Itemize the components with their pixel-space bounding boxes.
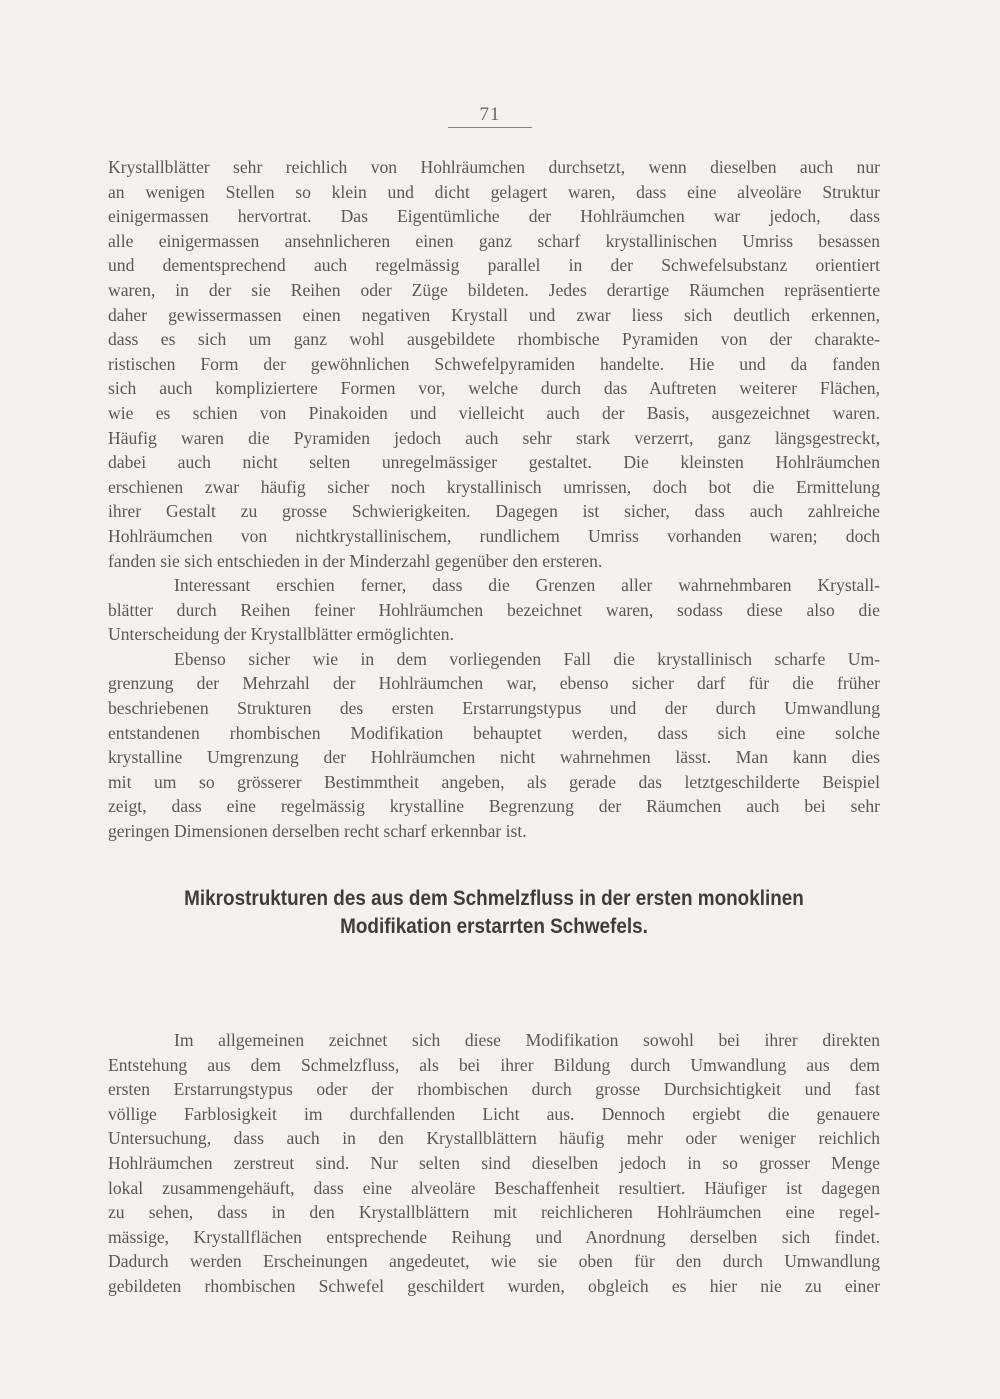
text-line: Entstehung aus dem Schmelzfluss, als bei ihrer Bildung durch Umwandlung aus dem bbox=[108, 1054, 880, 1075]
text-line: beschriebenen Strukturen des ersten Erstarrungstypus und der durch Umwandlung bbox=[108, 698, 880, 719]
text-line: wie es schien von Pinakoiden und vielleicht auch der Basis, ausgezeichnet waren. bbox=[108, 402, 880, 423]
text-line: mit um so grösserer Bestimmtheit angeben, als gerade das letztgeschilderte Beispiel bbox=[108, 771, 880, 792]
text-line: mässige, Krystallflächen entsprechende Reihung und Anordnung derselben sich findet. bbox=[108, 1226, 880, 1247]
text-line: fanden sie sich entschieden in der Minderzahl gegenüber den ersteren. bbox=[108, 550, 603, 571]
text-line: daher gewissermassen einen negativen Krystall und zwar liess sich deutlich erkennen, bbox=[108, 304, 880, 325]
text-line: zu sehen, dass in den Krystallblättern mit reichlicheren Hohlräumchen eine regel- bbox=[108, 1202, 880, 1223]
header-rule bbox=[448, 127, 532, 128]
text-line: krystalline Umgrenzung der Hohlräumchen nicht wahrnehmen lässt. Man kann dies bbox=[108, 747, 880, 768]
text-line: alle einigermassen ansehnlicheren einen ganz scharf krystallinischen Umriss besassen bbox=[108, 230, 880, 251]
body-text-block-1 bbox=[108, 155, 880, 844]
text-line: dass es sich um ganz wohl ausgebildete rhombische Pyramiden von der charakte- bbox=[108, 329, 880, 350]
text-line: Krystallblätter sehr reichlich von Hohlräumchen durchsetzt, wenn dieselben auch nur bbox=[108, 157, 880, 177]
text-line: Untersuchung, dass auch in den Krystallblättern häufig mehr oder weniger reichlich bbox=[108, 1128, 880, 1149]
section-heading bbox=[147, 885, 842, 941]
body-text-block-2 bbox=[108, 1028, 880, 1299]
section-heading-line: Mikrostrukturen des aus dem Schmelzfluss in der ersten monoklinen bbox=[184, 887, 804, 910]
text-line: Unterscheidung der Krystallblätter ermöglichten. bbox=[108, 624, 454, 645]
text-line: Im allgemeinen zeichnet sich diese Modifikation sowohl bei ihrer direkten bbox=[174, 1030, 880, 1050]
text-line: lokal zusammengehäuft, dass eine alveoläre Beschaffenheit resultiert. Häufiger ist dagegen bbox=[108, 1177, 880, 1198]
text-line: waren, in der sie Reihen oder Züge bildeten. Jedes derartige Räumchen repräsentierte bbox=[108, 279, 880, 300]
text-line: gebildeten rhombischen Schwefel geschildert wurden, obgleich es hier nie zu einer bbox=[108, 1275, 880, 1296]
text-line: Hohlräumchen von nichtkrystallinischem, rundlichem Umriss vorhanden waren; doch bbox=[108, 525, 880, 546]
text-line: ihrer Gestalt zu grosse Schwierigkeiten. Dagegen ist sicher, dass auch zahlreiche bbox=[108, 501, 880, 522]
text-line: dabei auch nicht selten unregelmässiger gestaltet. Die kleinsten Hohlräumchen bbox=[108, 452, 880, 473]
section-heading-line: Modifikation erstarrten Schwefels. bbox=[340, 915, 648, 938]
text-line: ersten Erstarrungstypus oder der rhombischen durch grosse Durchsichtigkeit und fast bbox=[108, 1079, 880, 1100]
text-line: erschienen zwar häufig sicher noch krystallinisch umrissen, doch bot die Ermittelung bbox=[108, 476, 880, 497]
text-line: Ebenso sicher wie in dem vorliegenden Fall die krystallinisch scharfe Um- bbox=[174, 648, 880, 669]
text-line: blätter durch Reihen feiner Hohlräumchen bezeichnet waren, sodass diese also die bbox=[108, 599, 880, 620]
text-line: Hohlräumchen zerstreut sind. Nur selten sind dieselben jedoch in so grosser Menge bbox=[108, 1152, 880, 1173]
text-line: an wenigen Stellen so klein und dicht gelagert waren, dass eine alveoläre Struktur bbox=[108, 181, 880, 202]
text-line: zeigt, dass eine regelmässig krystalline Begrenzung der Räumchen auch bei sehr bbox=[108, 796, 880, 817]
text-line: ristischen Form der gewöhnlichen Schwefelpyramiden handelte. Hie und da fanden bbox=[108, 353, 880, 374]
text-line: sich auch kompliziertere Formen vor, welche durch das Auftreten weiterer Flächen, bbox=[108, 378, 880, 399]
text-line: entstandenen rhombischen Modifikation behauptet werden, dass sich eine solche bbox=[108, 722, 880, 743]
text-line: einigermassen hervortrat. Das Eigentümliche der Hohlräumchen war jedoch, dass bbox=[108, 206, 880, 227]
text-line: geringen Dimensionen derselben recht scharf erkennbar ist. bbox=[108, 821, 527, 842]
text-line: Häufig waren die Pyramiden jedoch auch sehr stark verzerrt, ganz längsgestreckt, bbox=[108, 427, 880, 448]
text-line: und dementsprechend auch regelmässig parallel in der Schwefelsubstanz orientiert bbox=[108, 255, 880, 276]
text-line: Dadurch werden Erscheinungen angedeutet, wie sie oben für den durch Umwandlung bbox=[108, 1251, 880, 1272]
text-line: völlige Farblosigkeit im durchfallenden Licht aus. Dennoch ergiebt die genauere bbox=[108, 1103, 880, 1124]
text-line: Interessant erschien ferner, dass die Grenzen aller wahrnehmbaren Krystall- bbox=[174, 575, 880, 596]
page-number: 71 bbox=[479, 104, 501, 125]
text-line: grenzung der Mehrzahl der Hohlräumchen war, ebenso sicher darf für die früher bbox=[108, 673, 880, 694]
